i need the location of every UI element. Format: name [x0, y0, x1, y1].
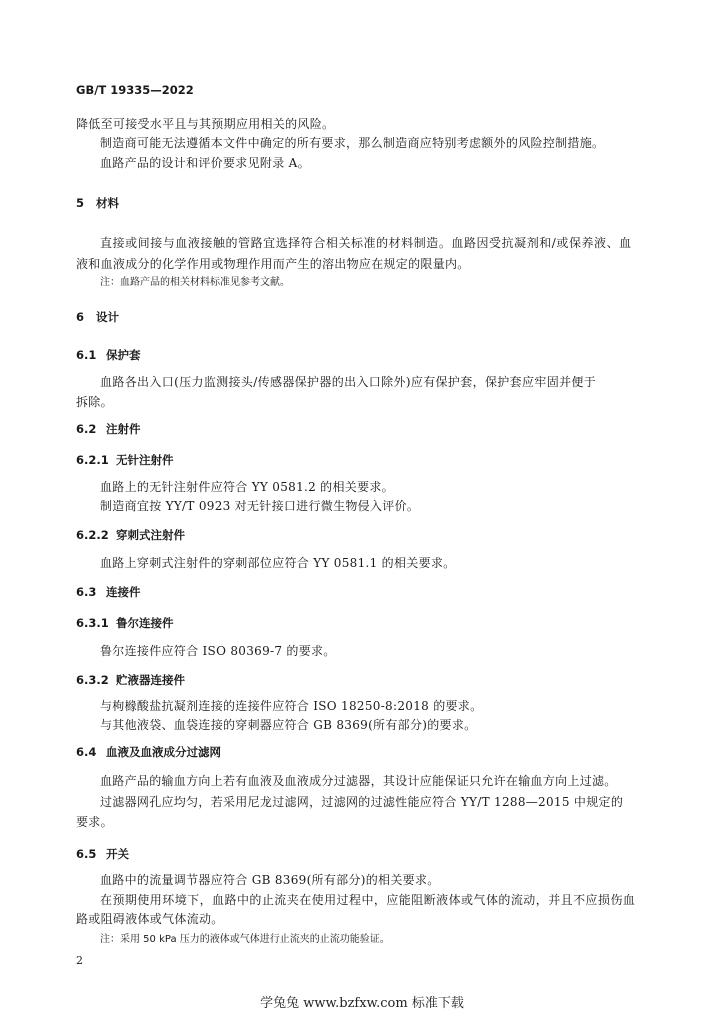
paragraph-line: 制造商宜按 YY/T 0923 对无针接口进行微生物侵入评价。	[100, 499, 420, 513]
section-title: 注射件	[106, 422, 141, 436]
section-title: 开关	[106, 847, 129, 861]
section-title: 血液及血液成分过滤网	[106, 745, 221, 759]
paragraph-line: 降低至可接受水平且与其预期应用相关的风险。	[76, 117, 335, 131]
paragraph-line: 要求。	[76, 815, 113, 829]
paragraph-line: 血路产品的设计和评价要求见附录 A。	[100, 156, 310, 170]
section-number: 6.5	[76, 847, 97, 861]
section-title: 材料	[96, 196, 119, 210]
section-title: 无针注射件	[116, 453, 174, 467]
paragraph-line: 血路上的无针注射件应符合 YY 0581.2 的相关要求。	[100, 480, 394, 494]
paragraph-line: 血路中的流量调节器应符合 GB 8369(所有部分)的相关要求。	[100, 873, 440, 887]
paragraph-line: 制造商可能无法遵循本文件中确定的所有要求，那么制造商应特别考虑额外的风险控制措施。	[100, 136, 605, 150]
paragraph-line: 液和血液成分的化学作用或物理作用而产生的溶出物应在规定的限量内。	[76, 257, 470, 271]
paragraph-line: 直接或间接与血液接触的管路宜选择符合相关标准的材料制造。血路因受抗凝剂和/或保养液、血	[100, 236, 632, 250]
section-number: 6.2	[76, 422, 97, 436]
standard-code: GB/T 19335—2022	[76, 83, 194, 97]
section-title: 保护套	[106, 348, 141, 362]
paragraph-line: 血路产品的输血方向上若有血液及血液成分过滤器，其设计应能保证只允许在输血方向上过滤。	[100, 774, 617, 788]
section-title: 鲁尔连接件	[116, 616, 174, 630]
section-number: 6.2.2	[76, 528, 109, 542]
paragraph-line: 在预期使用环境下，血路中的止流夹在使用过程中，应能阻断液体或气体的流动，并且不应损伤血	[100, 893, 636, 907]
page-number: 2	[76, 954, 83, 967]
section-title: 穿刺式注射件	[116, 528, 185, 542]
paragraph-line: 与其他液袋、血袋连接的穿刺器应符合 GB 8369(所有部分)的要求。	[100, 718, 477, 732]
section-title: 连接件	[106, 585, 141, 599]
section-number: 6.3	[76, 585, 97, 599]
section-number: 6	[76, 310, 85, 324]
paragraph-line: 鲁尔连接件应符合 ISO 80369-7 的要求。	[100, 644, 336, 658]
paragraph-line: 血路上穿刺式注射件的穿刺部位应符合 YY 0581.1 的相关要求。	[100, 556, 456, 570]
section-number: 6.3.2	[76, 673, 109, 687]
paragraph-line: 拆除。	[76, 395, 113, 409]
section-number: 5	[76, 196, 85, 210]
section-title: 设计	[96, 310, 119, 324]
section-title: 贮液器连接件	[116, 673, 185, 687]
paragraph-line: 过滤器网孔应均匀，若采用尼龙过滤网，过滤网的过滤性能应符合 YY/T 1288—2015 中规定的	[100, 795, 624, 809]
section-number: 6.1	[76, 348, 97, 362]
paragraph-line: 血路各出入口(压力监测接头/传感器保护器的出入口除外)应有保护套，保护套应牢固并便于	[100, 375, 597, 389]
paragraph-line: 路或阻碍液体或气体流动。	[76, 912, 224, 926]
paragraph-line: 与枸橼酸盐抗凝剂连接的连接件应符合 ISO 18250-8:2018 的要求。	[100, 699, 483, 713]
note: 注：采用 50 kPa 压力的液体或气体进行止流夹的止流功能验证。	[100, 934, 390, 945]
section-number: 6.4	[76, 745, 97, 759]
section-number: 6.2.1	[76, 453, 109, 467]
note: 注：血路产品的相关材料标准见参考文献。	[100, 277, 290, 288]
footer-watermark: 学兔兔 www.bzfxw.com 标准下载	[260, 996, 464, 1011]
section-number: 6.3.1	[76, 616, 109, 630]
